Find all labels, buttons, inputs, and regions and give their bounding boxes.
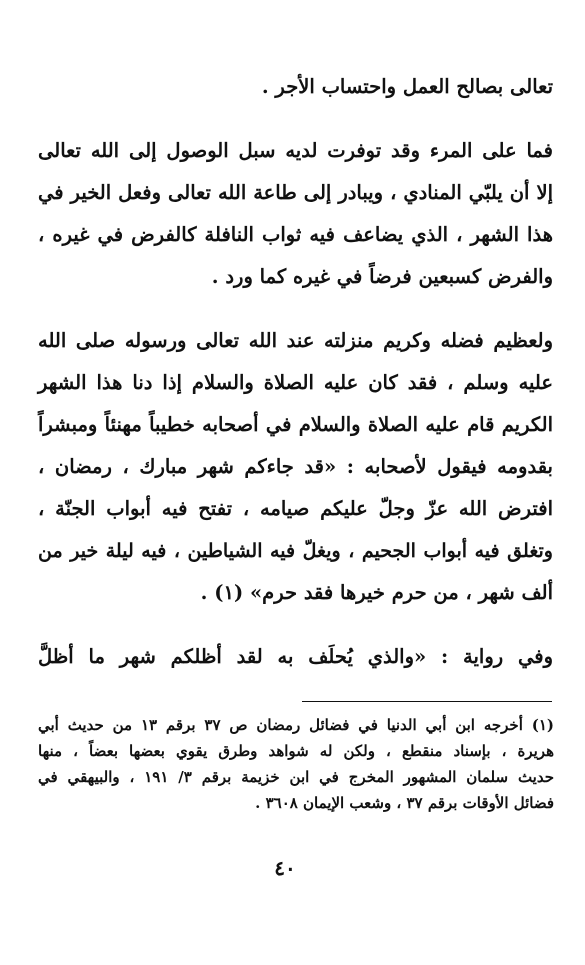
paragraph-3 [38,320,553,614]
footnote-line: (١) أخرجه ابن أبي الدنيا في فضائل رمضان ص ٣٧ برقم ١٣ من حديث أبي [38,716,554,734]
text-line: الكريم قام عليه الصلاة والسلام في أصحابه خطيباً مهنئاً ومبشراً [38,413,553,436]
text-line: والفرض كسبعين فرضاً في غيره كما ورد . [211,265,553,288]
text-line: وتغلق فيه أبواب الجحيم ، ويغلّ فيه الشياطين ، فيه ليلة خير من [38,540,553,562]
text-line: وفي رواية : «والذي يُحلَف به لقد أظلكم شهر ما أظلَّ [38,645,553,668]
main-text [38,66,553,678]
paragraph-1 [38,66,553,108]
footnote-line: هريرة ، بإسناد منقطع ، ولكن له شواهد وطرق يقوي بعضها بعضاً ، منها [38,742,554,760]
text-line: افترض الله عزّ وجلّ عليكم صيامه ، تفتح فيه أبواب الجنّة ، [38,497,553,520]
page-number: ٤٠ [274,856,296,880]
text-line: ألف شهر ، من حرم خيرها فقد حرم» (١) . [200,581,553,604]
footnote-line: حديث سلمان المشهور المخرج في ابن خزيمة برقم ٣/ ١٩١ ، والبيهقي في [38,768,554,786]
footnote-separator [302,701,552,702]
footnote [38,712,554,816]
footnote-line: فضائل الأوقات برقم ٣٧ ، وشعب الإيمان ٣٦٠٨ . [255,794,554,812]
text-line: عليه وسلم ، فقد كان عليه الصلاة والسلام إذا دنا هذا الشهر [38,371,553,394]
paragraph-4 [38,636,553,678]
text-line: تعالى بصالح العمل واحتساب الأجر . [261,75,553,98]
text-line: فما على المرء وقد توفرت لديه سبل الوصول إلى الله تعالى [38,139,553,162]
paragraph-2 [38,130,553,298]
text-line: ولعظيم فضله وكريم منزلته عند الله تعالى ورسوله صلى الله [38,329,553,352]
text-line: إلا أن يلبّي المنادي ، ويبادر إلى طاعة الله تعالى وفعل الخير في [38,181,553,204]
text-line: هذا الشهر ، الذي يضاعف فيه ثواب النافلة كالفرض في غيره ، [38,223,553,246]
text-line: بقدومه فيقول لأصحابه : «قد جاءكم شهر مبارك ، رمضان ، [38,455,553,478]
